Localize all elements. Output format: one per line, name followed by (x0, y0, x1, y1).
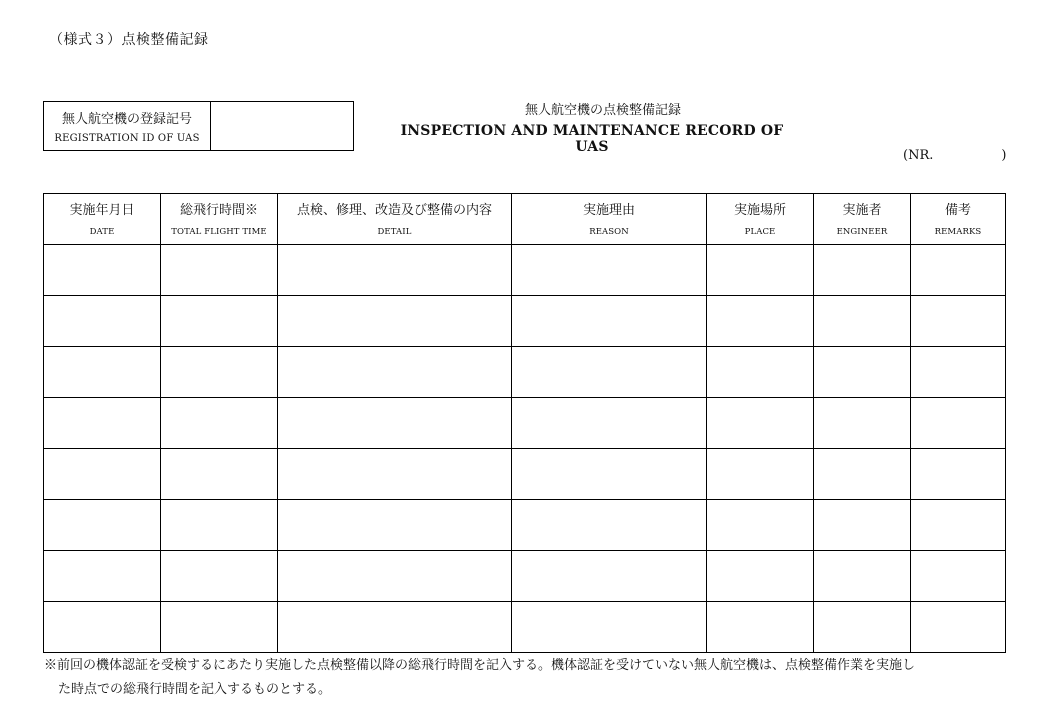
form-label: （様式３）点検整備記録 (49, 32, 209, 48)
table-row (44, 449, 1006, 500)
table-row (44, 245, 1006, 296)
column-header-date (44, 194, 161, 245)
record-number (903, 148, 1006, 163)
page-title-jp: 無人航空機の点検整備記録 (524, 103, 681, 118)
column-header-label-en: REASON (589, 227, 629, 237)
cell-total-flight-time[interactable] (161, 500, 278, 551)
column-header-engineer (814, 194, 911, 245)
column-header-label-jp: 実施年月日 (69, 203, 135, 218)
column-header-label-jp: 実施者 (842, 203, 882, 218)
column-header-label-en: REMARKS (934, 227, 982, 237)
cell-engineer[interactable] (814, 449, 911, 500)
column-header-label-jp: 実施理由 (582, 203, 635, 218)
column-header-label-jp: 点検、修理、改造及び整備の内容 (296, 203, 492, 218)
cell-remarks[interactable] (911, 347, 1006, 398)
table-row (44, 398, 1006, 449)
cell-reason[interactable] (512, 347, 707, 398)
cell-date[interactable] (44, 449, 161, 500)
column-header-detail (278, 194, 512, 245)
cell-engineer[interactable] (814, 398, 911, 449)
table-row (44, 551, 1006, 602)
column-header-label-jp: 実施場所 (733, 203, 786, 218)
registration-label-jp: 無人航空機の登録記号 (61, 112, 192, 127)
cell-total-flight-time[interactable] (161, 347, 278, 398)
cell-detail[interactable] (278, 296, 512, 347)
cell-detail[interactable] (278, 602, 512, 653)
cell-engineer[interactable] (814, 551, 911, 602)
maintenance-record-table (43, 193, 1006, 653)
cell-place[interactable] (707, 398, 814, 449)
column-header-label-en: DATE (89, 227, 115, 237)
cell-place[interactable] (707, 500, 814, 551)
registration-label-en: REGISTRATION ID OF UAS (54, 133, 200, 144)
registration-id-label (44, 102, 211, 150)
footnote (44, 654, 1014, 702)
table-header-row (44, 194, 1006, 245)
cell-total-flight-time[interactable] (161, 245, 278, 296)
footnote-line-2: た時点での総飛行時間を記入するものとする。 (58, 682, 332, 697)
column-header-label-en: TOTAL FLIGHT TIME (171, 227, 267, 237)
page-title-en: INSPECTION AND MAINTENANCE RECORD OF UAS (400, 123, 784, 155)
cell-engineer[interactable] (814, 347, 911, 398)
cell-engineer[interactable] (814, 245, 911, 296)
registration-id-field[interactable] (211, 102, 353, 150)
cell-reason[interactable] (512, 500, 707, 551)
cell-detail[interactable] (278, 347, 512, 398)
cell-place[interactable] (707, 449, 814, 500)
cell-detail[interactable] (278, 500, 512, 551)
table-row (44, 347, 1006, 398)
column-header-remarks (911, 194, 1006, 245)
record-number-open: (NR. (903, 148, 934, 163)
cell-reason[interactable] (512, 398, 707, 449)
cell-date[interactable] (44, 398, 161, 449)
cell-remarks[interactable] (911, 551, 1006, 602)
cell-engineer[interactable] (814, 602, 911, 653)
table-row (44, 602, 1006, 653)
cell-reason[interactable] (512, 296, 707, 347)
cell-remarks[interactable] (911, 296, 1006, 347)
cell-place[interactable] (707, 296, 814, 347)
cell-place[interactable] (707, 245, 814, 296)
cell-remarks[interactable] (911, 449, 1006, 500)
footnote-line-1: ※前回の機体認証を受検するにあたり実施した点検整備以降の総飛行時間を記入する。機体認証を受けていない無人航空機は、点検整備作業を実施し (44, 658, 916, 673)
cell-remarks[interactable] (911, 500, 1006, 551)
column-header-label-en: ENGINEER (836, 227, 888, 237)
column-header-total-flight-time (161, 194, 278, 245)
registration-id-box (43, 101, 354, 151)
cell-detail[interactable] (278, 398, 512, 449)
cell-reason[interactable] (512, 449, 707, 500)
column-header-label-jp: 総飛行時間※ (179, 203, 258, 218)
record-number-close: ) (1001, 148, 1007, 163)
cell-total-flight-time[interactable] (161, 296, 278, 347)
column-header-label-en: DETAIL (377, 227, 412, 237)
cell-engineer[interactable] (814, 296, 911, 347)
cell-total-flight-time[interactable] (161, 551, 278, 602)
cell-reason[interactable] (512, 245, 707, 296)
cell-detail[interactable] (278, 245, 512, 296)
cell-total-flight-time[interactable] (161, 602, 278, 653)
cell-date[interactable] (44, 500, 161, 551)
cell-date[interactable] (44, 347, 161, 398)
cell-total-flight-time[interactable] (161, 398, 278, 449)
column-header-reason (512, 194, 707, 245)
cell-engineer[interactable] (814, 500, 911, 551)
cell-detail[interactable] (278, 551, 512, 602)
cell-place[interactable] (707, 602, 814, 653)
cell-place[interactable] (707, 551, 814, 602)
cell-remarks[interactable] (911, 602, 1006, 653)
column-header-place (707, 194, 814, 245)
table-row (44, 296, 1006, 347)
cell-date[interactable] (44, 245, 161, 296)
cell-reason[interactable] (512, 602, 707, 653)
cell-remarks[interactable] (911, 245, 1006, 296)
cell-total-flight-time[interactable] (161, 449, 278, 500)
cell-reason[interactable] (512, 551, 707, 602)
cell-date[interactable] (44, 296, 161, 347)
cell-date[interactable] (44, 602, 161, 653)
column-header-label-en: PLACE (744, 227, 776, 237)
column-header-label-jp: 備考 (944, 203, 971, 218)
cell-detail[interactable] (278, 449, 512, 500)
cell-date[interactable] (44, 551, 161, 602)
cell-place[interactable] (707, 347, 814, 398)
cell-remarks[interactable] (911, 398, 1006, 449)
table-row (44, 500, 1006, 551)
